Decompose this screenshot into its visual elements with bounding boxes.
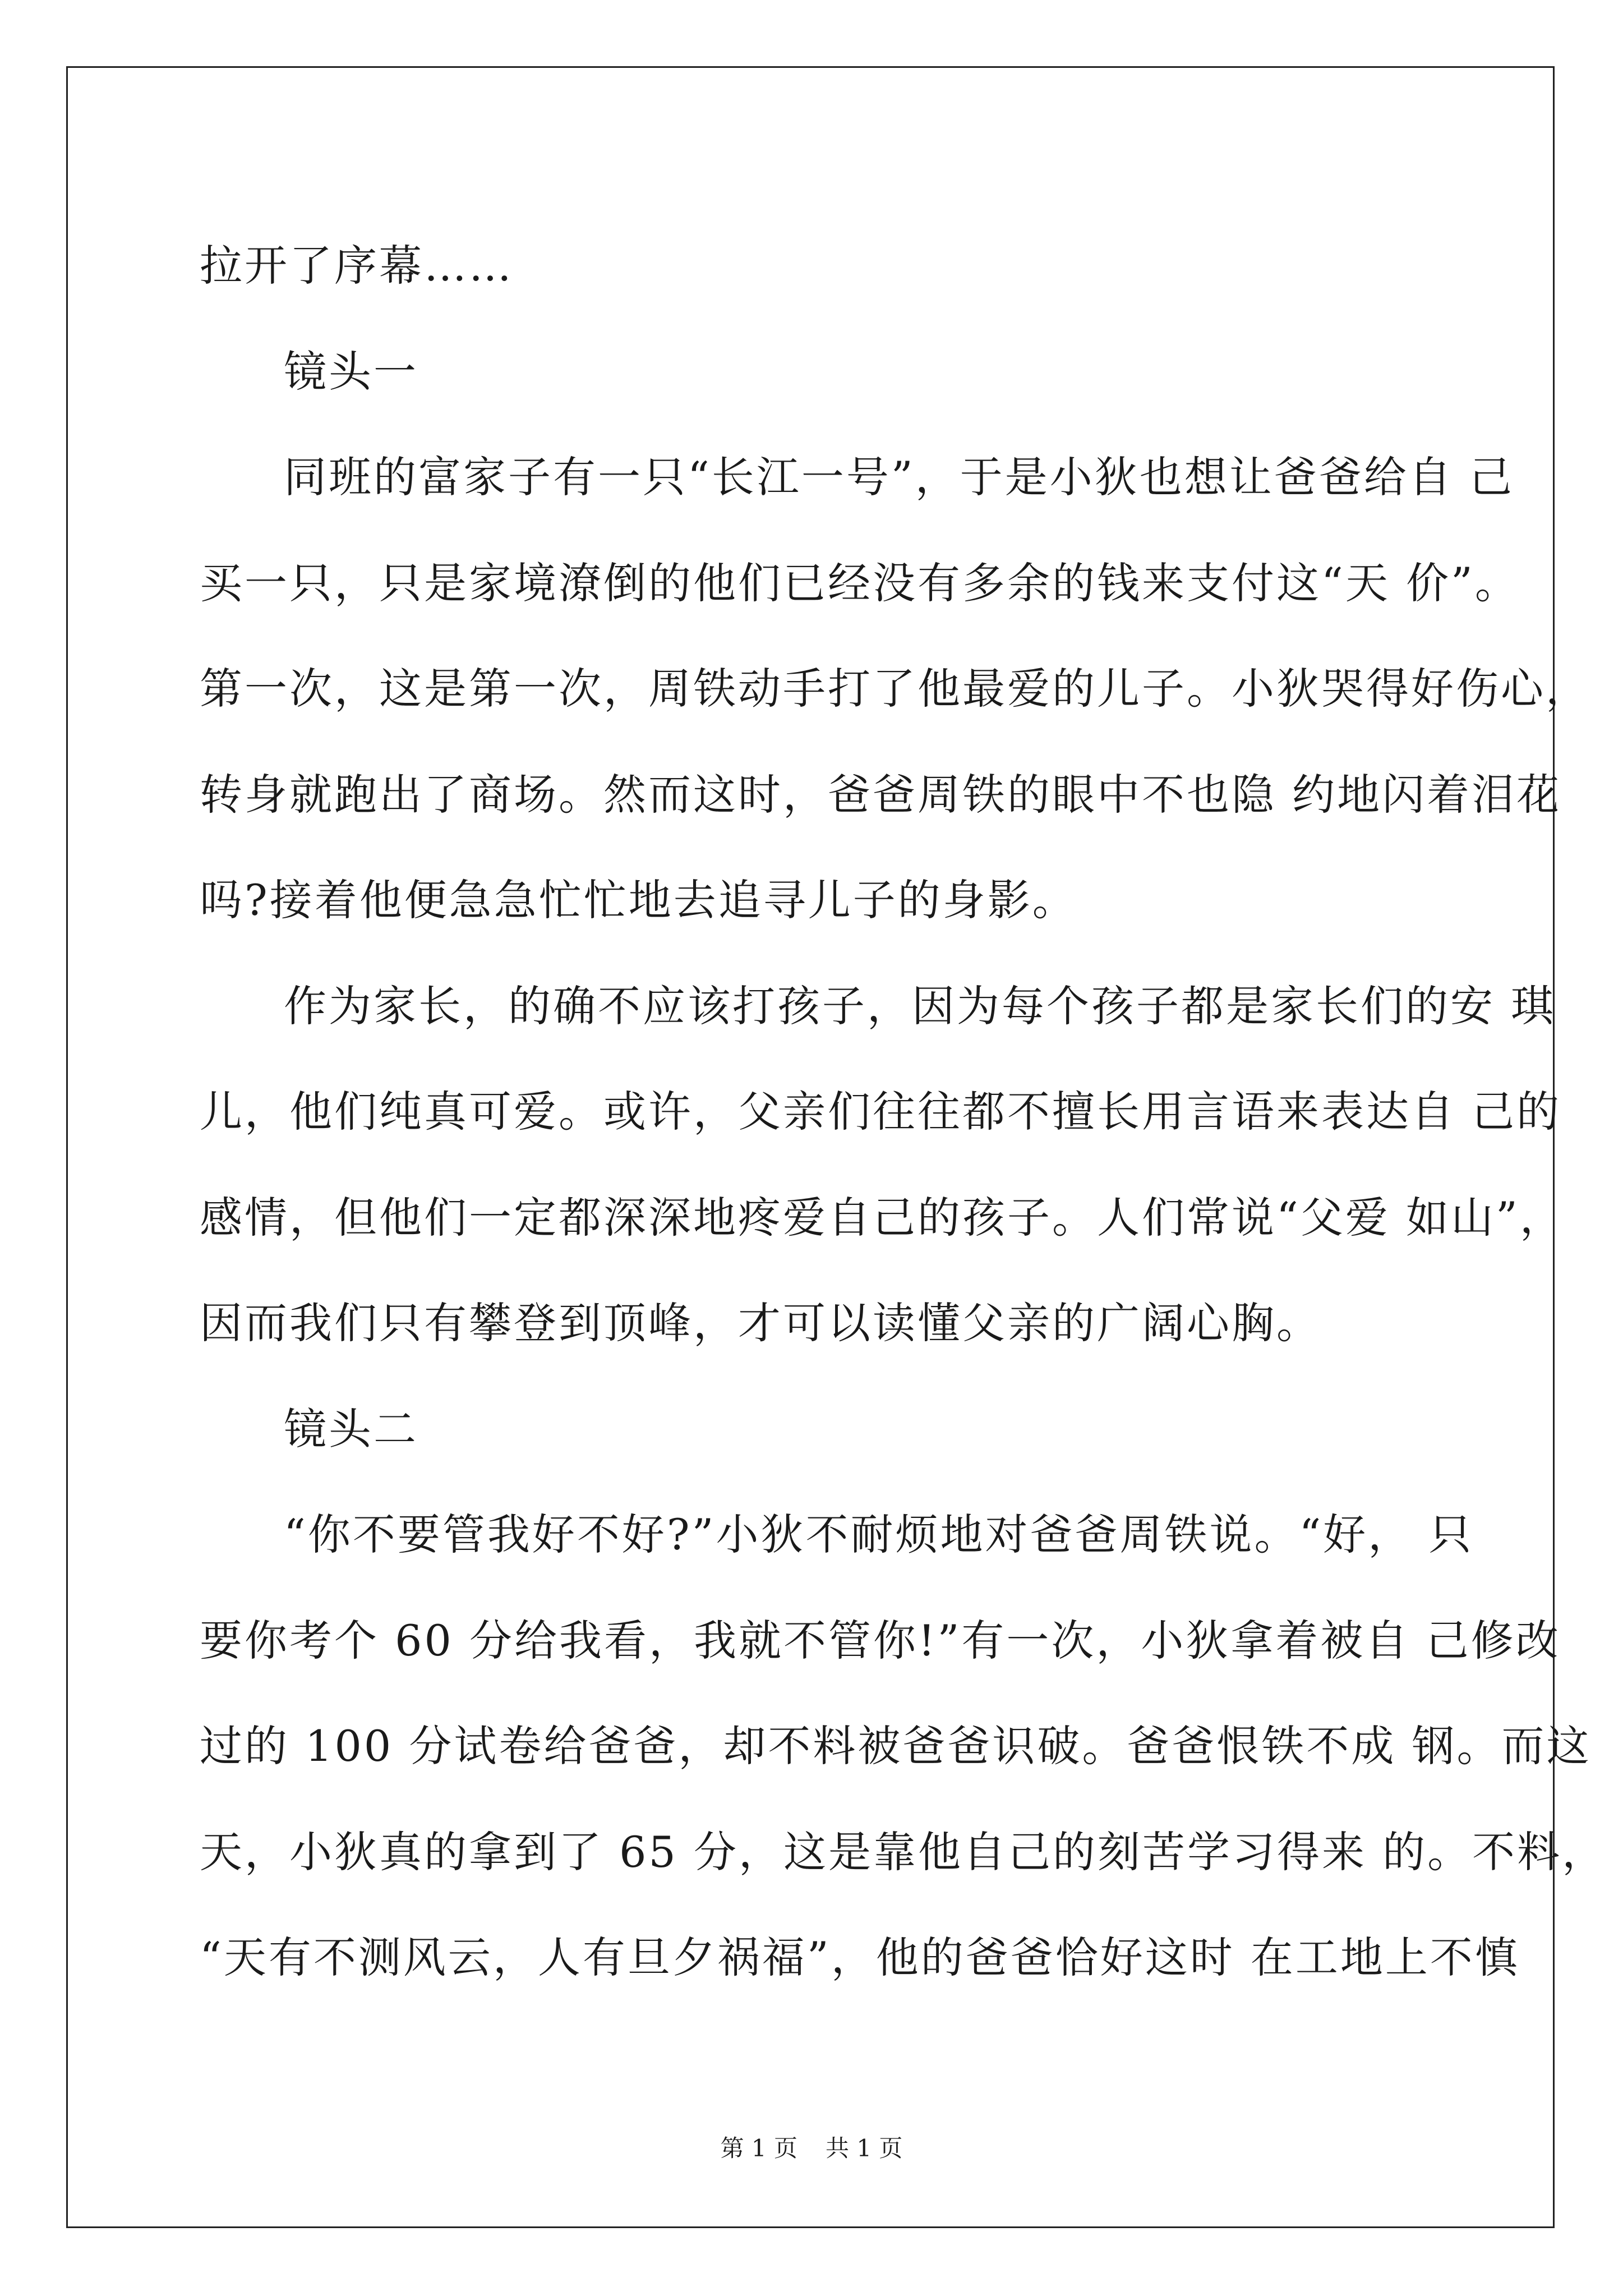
text-line: 要你考个 60 分给我看，我就不管你!”有一次，小狄拿着被自 己修改 bbox=[200, 1615, 1561, 1665]
page-footer bbox=[0, 2132, 1623, 2165]
text-line: 拉开了序幕…… bbox=[200, 241, 514, 291]
text-line: 买一只，只是家境潦倒的他们已经没有多余的钱来支付这“天 价”。 bbox=[200, 558, 1520, 608]
text-line: 儿，他们纯真可爱。或许，父亲们往往都不擅长用言语来表达自 己的 bbox=[200, 1087, 1562, 1137]
text-line: “天有不测风云，人有旦夕祸福”，他的爸爸恰好这时 在工地上不慎 bbox=[200, 1932, 1520, 1982]
text-line: 转身就跑出了商场。然而这时，爸爸周铁的眼中不也隐 约地闪着泪花 bbox=[200, 769, 1562, 820]
text-line: 过的 100 分试卷给爸爸，却不料被爸爸识破。爸爸恨铁不成 钢。而这 bbox=[200, 1721, 1592, 1771]
text-line: 镜头二 bbox=[284, 1404, 418, 1454]
text-line: “你不要管我好不好?”小狄不耐烦地对爸爸周铁说。“好， 只 bbox=[284, 1510, 1474, 1559]
text-line: 天，小狄真的拿到了 65 分，这是靠他自己的刻苦学习得来 的。不料， bbox=[200, 1826, 1607, 1877]
text-line: 感情，但他们一定都深深地疼爱自己的孩子。人们常说“父爱 如山”， bbox=[200, 1192, 1565, 1243]
page-number: 第 1 页 bbox=[720, 2134, 797, 2162]
document-body bbox=[200, 213, 1607, 2011]
text-line: 作为家长，的确不应该打孩子，因为每个孩子都是家长们的安 琪 bbox=[284, 981, 1556, 1031]
text-line: 第一次，这是第一次，周铁动手打了他最爱的儿子。小狄哭得好伤心， bbox=[200, 664, 1590, 714]
page-total: 共 1 页 bbox=[826, 2134, 903, 2162]
text-line: 同班的富家子有一只“长江一号”，于是小狄也想让爸爸给自 己 bbox=[284, 452, 1514, 502]
text-line: 镜头一 bbox=[284, 346, 418, 397]
text-line: 因而我们只有攀登到顶峰，才可以读懂父亲的广阔心胸。 bbox=[200, 1298, 1321, 1348]
text-line: 吗?接着他便急急忙忙地去追寻儿子的身影。 bbox=[200, 875, 1077, 925]
